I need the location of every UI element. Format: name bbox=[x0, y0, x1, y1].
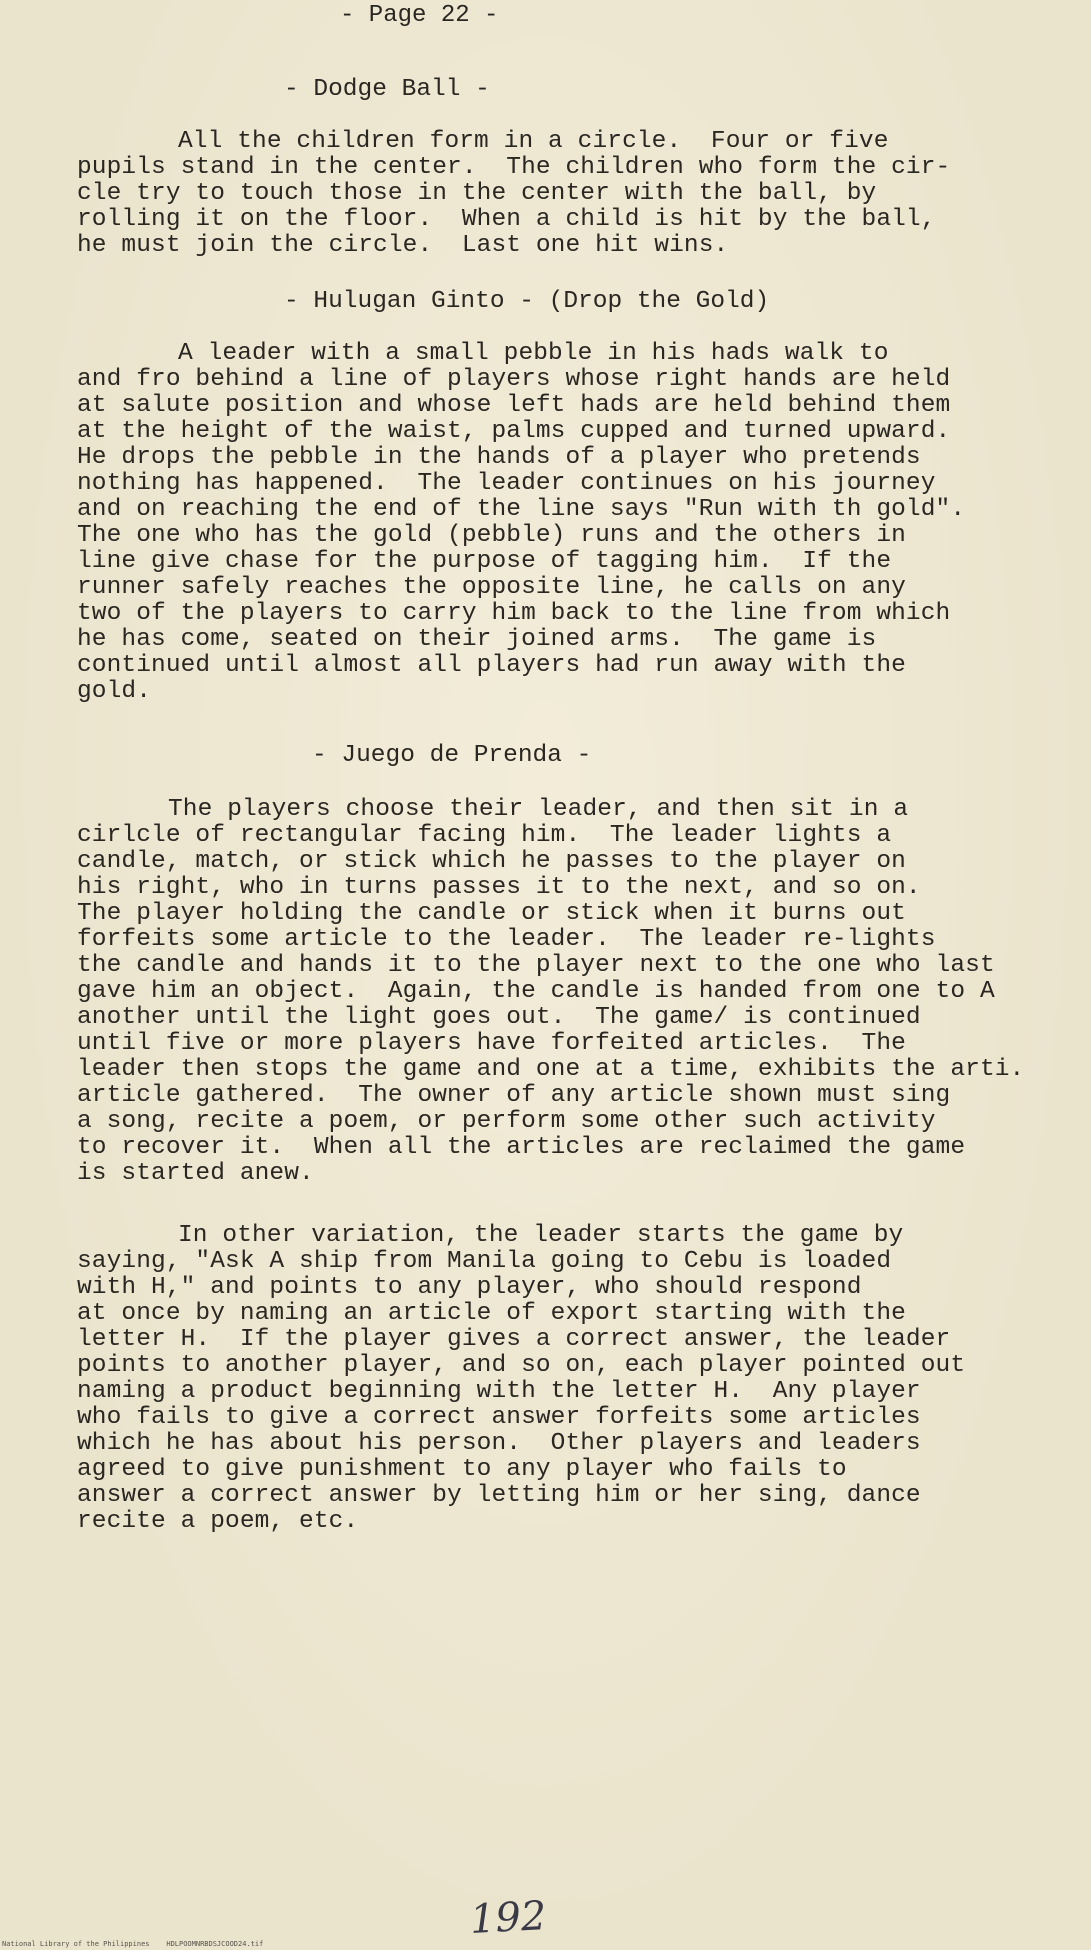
paragraph-line: which he has about his person. Other players and leaders bbox=[77, 1430, 921, 1457]
paragraph-line: at once by naming an article of export starting with the bbox=[77, 1300, 906, 1327]
paragraph-line: and on reaching the end of the line says "Run with th gold". bbox=[77, 496, 966, 523]
paragraph-line: recite a poem, etc. bbox=[77, 1508, 359, 1535]
paragraph-line: runner safely reaches the opposite line, he calls on any bbox=[77, 574, 906, 601]
paragraph-line: answer a correct answer by letting him or her sing, dance bbox=[77, 1482, 921, 1509]
paragraph-line: the candle and hands it to the player next to the one who last bbox=[77, 952, 995, 979]
paragraph-line: another until the light goes out. The game/ is continued bbox=[77, 1004, 921, 1031]
section-heading-juego-de-prenda: - Juego de Prenda - bbox=[312, 742, 592, 769]
paragraph-line: with H," and points to any player, who should respond bbox=[77, 1274, 862, 1301]
paragraph-line: naming a product beginning with the letter H. Any player bbox=[77, 1378, 921, 1405]
paragraph-line: and fro behind a line of players whose right hands are held bbox=[77, 366, 951, 393]
paragraph-line: forfeits some article to the leader. The leader re-lights bbox=[77, 926, 936, 953]
paragraph-line: his right, who in turns passes it to the next, and so on. bbox=[77, 874, 921, 901]
paragraph-line: The players choose their leader, and then sit in a bbox=[168, 796, 909, 823]
page-header: - Page 22 - bbox=[340, 2, 499, 29]
paragraph-line: article gathered. The owner of any article shown must sing bbox=[77, 1082, 951, 1109]
paragraph-line: at salute position and whose left hads are held behind them bbox=[77, 392, 951, 419]
paragraph-line: candle, match, or stick which he passes to the player on bbox=[77, 848, 906, 875]
paragraph-line: points to another player, and so on, each player pointed out bbox=[77, 1352, 966, 1379]
paragraph-line: is started anew. bbox=[77, 1160, 314, 1187]
paragraph-line: two of the players to carry him back to the line from which bbox=[77, 600, 951, 627]
paragraph-line: he must join the circle. Last one hit wins. bbox=[77, 232, 729, 259]
paragraph-line: letter H. If the player gives a correct answer, the leader bbox=[77, 1326, 951, 1353]
paragraph-line: All the children form in a circle. Four or five bbox=[178, 128, 889, 155]
paragraph-line: until five or more players have forfeited articles. The bbox=[77, 1030, 906, 1057]
paragraph-line: continued until almost all players had run away with the bbox=[77, 652, 906, 679]
paragraph-line: at the height of the waist, palms cupped and turned upward. bbox=[77, 418, 951, 445]
paragraph-line: leader then stops the game and one at a time, exhibits the arti. bbox=[77, 1056, 1025, 1083]
section-heading-hulugan-ginto: - Hulugan Ginto - (Drop the Gold) bbox=[284, 288, 770, 315]
archive-footer: National Library of the Philippines HDLPOOMNRBDSJCOOD24.tif bbox=[2, 1940, 264, 1948]
paragraph-line: agreed to give punishment to any player who fails to bbox=[77, 1456, 847, 1483]
paragraph-line: gave him an object. Again, the candle is handed from one to A bbox=[77, 978, 995, 1005]
paragraph-line: The player holding the candle or stick when it burns out bbox=[77, 900, 906, 927]
paragraph-line: rolling it on the floor. When a child is hit by the ball, bbox=[77, 206, 936, 233]
paragraph-line: The one who has the gold (pebble) runs and the others in bbox=[77, 522, 906, 549]
paragraph-line: pupils stand in the center. The children who form the cir- bbox=[77, 154, 951, 181]
paragraph-line: who fails to give a correct answer forfeits some articles bbox=[77, 1404, 921, 1431]
paragraph-line: cirlcle of rectangular facing him. The leader lights a bbox=[77, 822, 892, 849]
paragraph-line: He drops the pebble in the hands of a player who pretends bbox=[77, 444, 921, 471]
paragraph-line: gold. bbox=[77, 678, 152, 705]
paragraph-line: to recover it. When all the articles are reclaimed the game bbox=[77, 1134, 966, 1161]
paragraph-line: cle try to touch those in the center with the ball, by bbox=[77, 180, 877, 207]
paragraph-line: In other variation, the leader starts the game by bbox=[178, 1222, 904, 1249]
paragraph-line: saying, "Ask A ship from Manila going to Cebu is loaded bbox=[77, 1248, 892, 1275]
paragraph-line: a song, recite a poem, or perform some other such activity bbox=[77, 1108, 936, 1135]
paragraph-line: line give chase for the purpose of tagging him. If the bbox=[77, 548, 892, 575]
handwritten-page-number: 192 bbox=[468, 1893, 548, 1943]
section-heading-dodge-ball: - Dodge Ball - bbox=[284, 76, 490, 103]
paragraph-line: he has come, seated on their joined arms. The game is bbox=[77, 626, 877, 653]
paragraph-line: A leader with a small pebble in his hads walk to bbox=[178, 340, 889, 367]
paragraph-line: nothing has happened. The leader continues on his journey bbox=[77, 470, 936, 497]
